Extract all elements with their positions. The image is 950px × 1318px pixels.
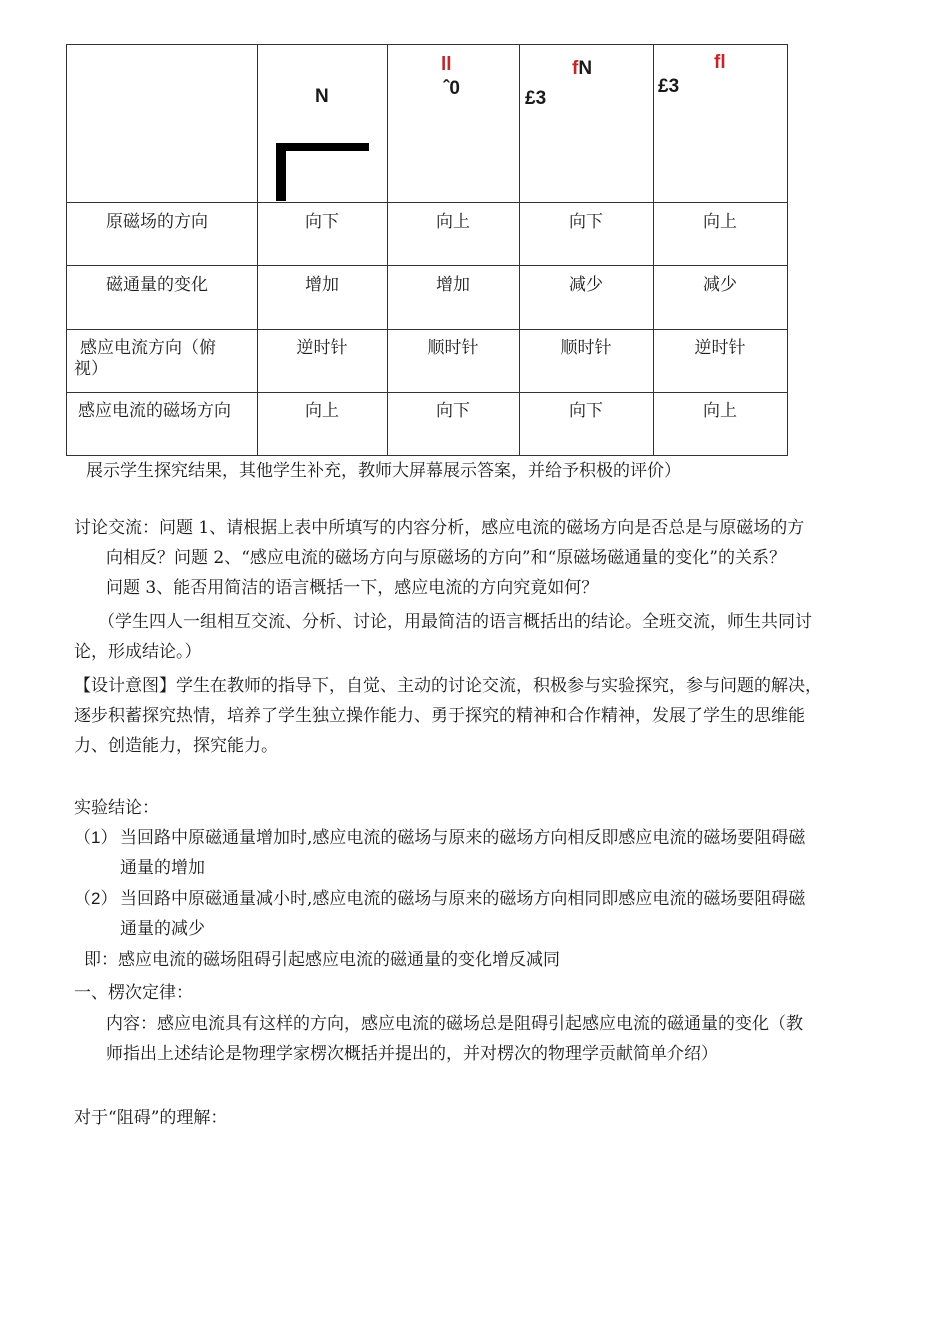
paragraph-line: 师指出上述结论是物理学家楞次概括并提出的，并对楞次的物理学贡献简单介绍）: [106, 1044, 718, 1064]
paragraph-line: 讨论交流：问题 1、请根据上表中所填写的内容分析，感应电流的磁场方向是否总是与原磁场的方: [74, 518, 805, 538]
table-cell: 向上: [703, 401, 737, 421]
table-border-left: [66, 44, 67, 456]
paragraph-line: 当回路中原磁通量增加时,感应电流的磁场与原来的磁场方向相反即感应电流的磁场要阻碍磁: [120, 828, 806, 848]
paragraph-line: 向相反？问题 2、“感应电流的磁场方向与原磁场的方向”和“原磁场磁通量的变化”的关系？: [106, 548, 786, 568]
paragraph-line: 论，形成结论。）: [74, 642, 202, 662]
paragraph-line: 【设计意图】学生在教师的指导下，自觉、主动的讨论交流，积极参与实验探究，参与问题的解决，: [74, 676, 822, 696]
table-divider: [66, 329, 788, 330]
table-divider: [66, 392, 788, 393]
table-cell: 增加: [436, 275, 470, 295]
section-title: 一、楞次定律：: [74, 983, 193, 1003]
row-label-original-field: 原磁场的方向: [106, 212, 208, 232]
row-label-flux-change: 磁通量的变化: [106, 275, 208, 295]
table-cell: 向下: [305, 212, 339, 232]
paragraph-line: 当回路中原磁通量减小时,感应电流的磁场与原来的磁场方向相同即感应电流的磁场要阻碍磁: [120, 889, 806, 909]
paragraph-line: 通量的增加: [120, 858, 205, 878]
table-cell: 向上: [305, 401, 339, 421]
table-divider: [66, 265, 788, 266]
paragraph-line: 展示学生探究结果，其他学生补充，教师大屏幕展示答案，并给予积极的评价）: [86, 461, 681, 481]
magnet-bar-vertical: [276, 143, 286, 201]
row-label-induced-field: 感应电流的磁场方向: [78, 401, 231, 421]
row-label-current-direction-cont: 视）: [74, 359, 108, 379]
induction-table: [66, 44, 788, 456]
paragraph-line: 对于“阻碍”的理解：: [74, 1108, 228, 1128]
diagram-symbol: £3: [658, 76, 680, 97]
magnet-bar-horizontal: [276, 143, 369, 151]
table-divider: [257, 44, 258, 456]
table-divider: [653, 44, 654, 456]
table-border-top: [66, 44, 788, 45]
diagram-symbol: N: [578, 58, 593, 79]
diagram-symbol: ll: [441, 54, 452, 75]
diagram-symbol: ˆ0: [443, 78, 460, 99]
table-cell: 逆时针: [296, 338, 348, 358]
paragraph-line: 问题 3、能否用简洁的语言概括一下，感应电流的方向究竟如何？: [106, 578, 599, 598]
table-cell: 增加: [305, 275, 339, 295]
diagram-symbol: fl: [714, 52, 726, 73]
table-cell: 减少: [703, 275, 737, 295]
table-cell: 向下: [569, 212, 603, 232]
table-cell: 减少: [569, 275, 603, 295]
table-divider: [519, 44, 520, 456]
paragraph-line: 力、创造能力，探究能力。: [74, 736, 278, 756]
table-cell: 逆时针: [694, 338, 746, 358]
table-cell: 顺时针: [560, 338, 612, 358]
list-number: （1）: [74, 828, 118, 847]
magnet-north-label: N: [315, 86, 329, 107]
table-divider: [387, 44, 388, 456]
table-divider: [66, 202, 788, 203]
table-cell: 向下: [569, 401, 603, 421]
paragraph-line: 即：感应电流的磁场阻碍引起感应电流的磁通量的变化增反减同: [84, 950, 560, 970]
table-cell: 顺时针: [427, 338, 479, 358]
table-cell: 向上: [703, 212, 737, 232]
paragraph-line: 逐步积蓄探究热情，培养了学生独立操作能力、勇于探究的精神和合作精神，发展了学生的思维能: [74, 706, 805, 726]
diagram-symbol: £3: [525, 88, 547, 109]
paragraph-line: 通量的减少: [120, 919, 205, 939]
list-number: （2）: [74, 889, 118, 908]
table-cell: 向下: [436, 401, 470, 421]
paragraph-line: 内容：感应电流具有这样的方向，感应电流的磁场总是阻碍引起感应电流的磁通量的变化（教: [106, 1014, 803, 1034]
diagram-symbol: f: [572, 58, 579, 79]
row-label-current-direction: 感应电流方向（俯: [80, 338, 216, 358]
section-title: 实验结论：: [74, 798, 159, 818]
table-border-right: [787, 44, 788, 456]
table-cell: 向上: [436, 212, 470, 232]
paragraph-line: （学生四人一组相互交流、分析、讨论，用最简洁的语言概括出的结论。全班交流，师生共同讨: [98, 612, 812, 632]
table-border-bottom: [66, 455, 788, 456]
